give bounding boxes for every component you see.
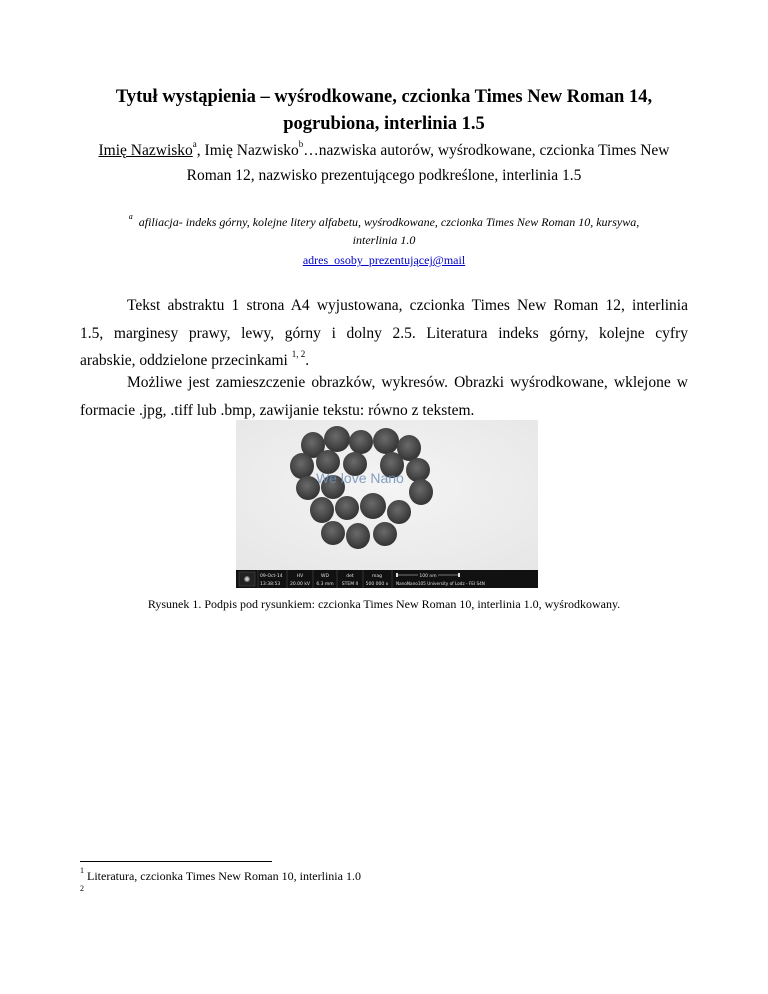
email-link[interactable]: adres_osoby_prezentującej@mail xyxy=(302,253,466,267)
databar-date: 09-Oct-14 xyxy=(260,574,283,579)
figure-caption: Rysunek 1. Podpis pod rysunkiem: czcionka Times New Roman 10, interlinia 1.0, wyśrodkowany. xyxy=(147,597,621,611)
affiliation-line-1 xyxy=(96,213,672,231)
abstract-paragraph-2 xyxy=(80,369,688,424)
databar-hv: 20.00 kV xyxy=(290,582,310,587)
authors-line-2: Roman 12, nazwisko prezentującego podkreślone, interlinia 1.5 xyxy=(186,167,582,184)
databar-mag: 500 000 x xyxy=(365,582,389,587)
paragraph1-line-2: 1.5, marginesy prawy, lewy, górny i dolny 2.5. Literatura indeks górny, kolejne cyfry xyxy=(80,324,688,342)
databar-wd-label: WD xyxy=(321,574,329,579)
affiliation-text: afiliacja- indeks górny, kolejne litery alfabetu, wyśrodkowane, czcionka Times New Roman 10, kursywa, xyxy=(138,215,640,229)
paragraph2-line-1: Możliwe jest zamieszczenie obrazków, wykresów. Obrazki wyśrodkowane, wklejone w xyxy=(127,374,688,391)
affiliation-mark: a xyxy=(128,212,133,221)
sem-databar xyxy=(236,570,538,588)
email-block xyxy=(96,251,672,269)
micrograph-overlay-text: We love Nano xyxy=(316,470,404,486)
databar-wd: 6.3 mm xyxy=(316,582,334,587)
authors-description: …nazwiska autorów, wyśrodkowane, czcionka Times New xyxy=(303,142,670,159)
databar-hv-label: HV xyxy=(296,574,304,579)
footnote-1-number: 1 xyxy=(80,866,84,875)
footnote-1 xyxy=(80,868,361,884)
footnote-separator xyxy=(80,861,272,862)
authors-line-1 xyxy=(80,138,688,163)
paragraph1-line-3-text: arabskie, oddzielone przecinkami xyxy=(80,352,288,369)
tem-micrograph-image xyxy=(236,420,538,588)
second-author-affil-mark: b xyxy=(298,138,304,149)
databar-scale: 100 nm xyxy=(419,574,437,579)
presenter-name: Imię Nazwisko xyxy=(98,142,193,159)
instrument-logo-icon: ✺ xyxy=(243,575,251,584)
abstract-title xyxy=(96,84,672,138)
affiliation-block xyxy=(96,213,672,249)
tem-micrograph-figure xyxy=(236,420,538,588)
databar-det-label: det xyxy=(346,574,354,579)
footnote-2 xyxy=(80,886,87,902)
affiliation-line-2: interlinia 1.0 xyxy=(352,233,416,247)
title-line-1: Tytuł wystąpienia – wyśrodkowane, czcionka Times New Roman 14, xyxy=(115,87,653,107)
abstract-paragraph-1 xyxy=(80,292,688,375)
authors-separator: , xyxy=(196,142,205,159)
presenter-affil-mark: a xyxy=(192,138,197,149)
reference-marks: 1, 2 xyxy=(291,348,306,359)
authors-block xyxy=(80,138,688,188)
databar-time: 13:38:53 xyxy=(260,582,281,587)
footnote-1-text: Literatura, czcionka Times New Roman 10, interlinia 1.0 xyxy=(87,869,361,883)
title-line-2: pogrubiona, interlinia 1.5 xyxy=(283,114,485,134)
databar-mag-label: mag xyxy=(372,574,382,579)
databar-info: NanoNano105 University of Lodz - FEI S4N xyxy=(396,581,485,586)
databar-det: STEM II xyxy=(341,582,359,587)
paragraph1-line-1: Tekst abstraktu 1 strona A4 wyjustowana, czcionka Times New Roman 12, interlinia xyxy=(127,297,688,314)
second-author-name: Imię Nazwisko xyxy=(204,142,299,159)
paragraph1-line-3-end: . xyxy=(305,352,310,369)
footnote-2-number: 2 xyxy=(80,884,84,893)
paragraph2-line-2: formacie .jpg, .tiff lub .bmp, zawijanie tekstu: równo z tekstem. xyxy=(80,401,475,419)
